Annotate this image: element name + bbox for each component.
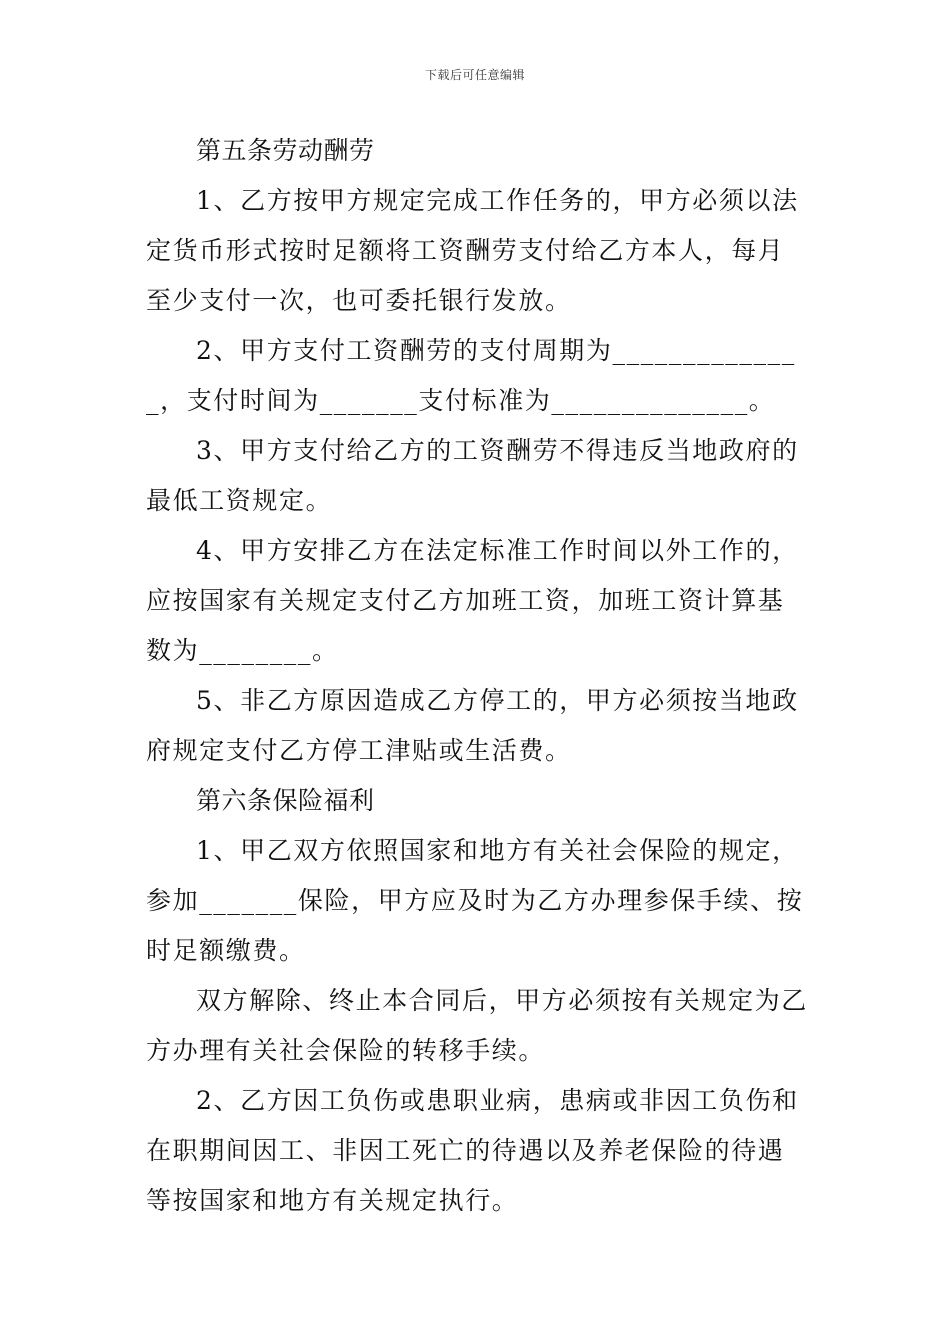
- section-heading-5: 第五条劳动酬劳: [196, 136, 375, 165]
- section-heading-6: 第六条保险福利: [196, 786, 375, 815]
- paragraph-5-5: 5、非乙方原因造成乙方停工的，甲方必须按当地政府规定支付乙方停工津贴或生活费。: [146, 686, 799, 765]
- paragraph-6-1: 1、甲乙双方依照国家和地方有关社会保险的规定，参加_______保险，甲方应及时为乙方办理参保手续、按时足额缴费。: [146, 836, 804, 965]
- paragraph-6-2: 2、乙方因工负伤或患职业病，患病或非因工负伤和在职期间因工、非因工死亡的待遇以及养老保险的待遇等按国家和地方有关规定执行。: [146, 1086, 799, 1215]
- paragraph-6-1-continued: 双方解除、终止本合同后，甲方必须按有关规定为乙方办理有关社会保险的转移手续。: [146, 986, 808, 1065]
- paragraph-5-1: 1、乙方按甲方规定完成工作任务的，甲方必须以法定货币形式按时足额将工资酬劳支付给乙方本人，每月至少支付一次，也可委托银行发放。: [146, 186, 799, 315]
- paragraph-5-4: 4、甲方安排乙方在法定标准工作时间以外工作的，应按国家有关规定支付乙方加班工资，加班工资计算基数为________。: [146, 536, 799, 665]
- paragraph-5-3: 3、甲方支付给乙方的工资酬劳不得违反当地政府的最低工资规定。: [146, 436, 799, 515]
- paragraph-5-2: 2、甲方支付工资酬劳的支付周期为______________，支付时间为_______支付标准为______________。: [146, 336, 796, 415]
- document-body: [146, 126, 808, 1226]
- download-note: 下载后可任意编辑: [424, 68, 525, 82]
